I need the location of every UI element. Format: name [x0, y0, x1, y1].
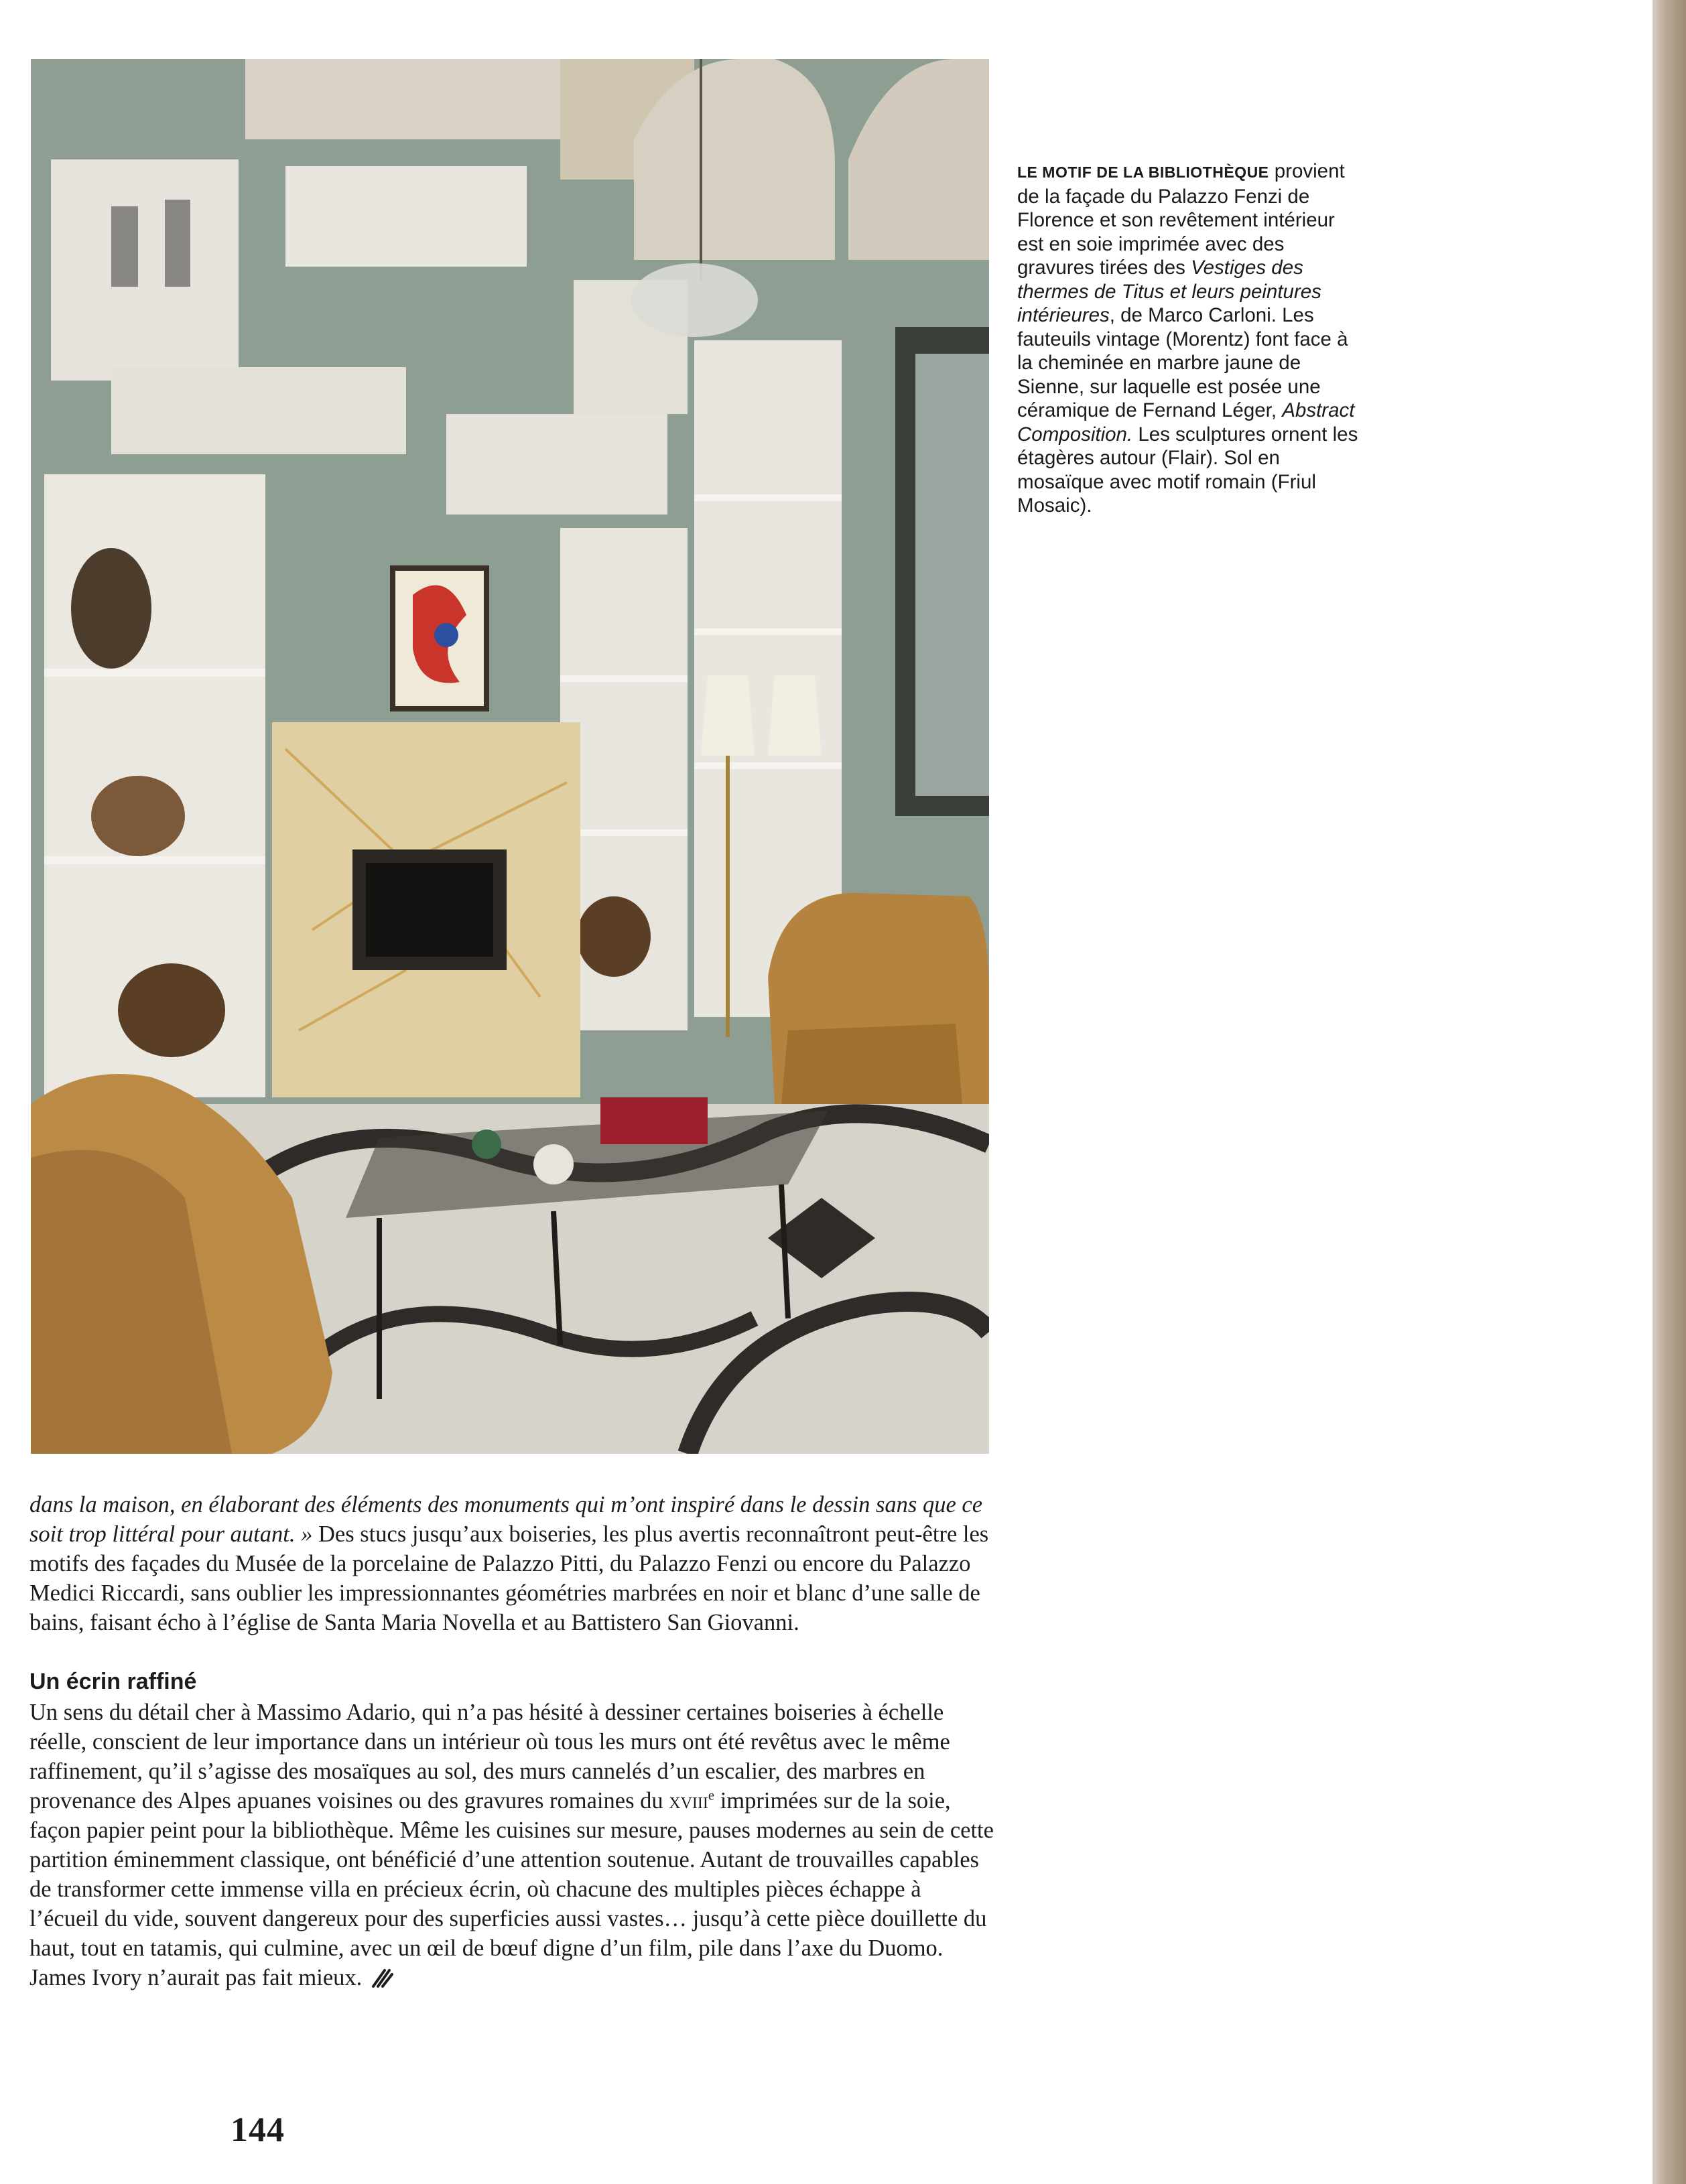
- section-heading: Un écrin raffiné: [29, 1669, 197, 1694]
- paragraph-2-text-b: imprimées sur de la soie, façon papier peint pour la bibliothèque. Même les cuisines sur mesure, pauses modernes au sein de cette partition éminemment classique, ont bénéficié d’une attention soutenue. Autant de trouvailles capables de transformer cette immense villa en précieux écrin, où chacune des multiples pièces échappe à l’écueil du vide, souvent dangereux pour des superficies aussi vastes… jusqu’à cette pièce douillette du haut, tout en tatamis, qui culmine, avec un œil de bœuf digne d’un film, pile dans l’axe du Duomo. James Ivory n’aurait pas fait mieux.: [29, 1788, 994, 1990]
- quote-italic: dans la maison, en élaborant des éléments des monuments qui m’ont inspiré dans le dessin sans que ce soit trop littéral pour autant. »: [29, 1492, 983, 1547]
- paragraph-1: [29, 1490, 994, 1637]
- paragraph-1-text: Des stucs jusqu’aux boiseries, les plus avertis reconnaîtront peut-être les motifs des façades du Musée de la porcelaine de Palazzo Pitti, du Palazzo Fenzi ou encore du Palazzo Medici Riccardi, sans oublier les impressionnantes géométries marbrées en noir et blanc d’une salle de bains, faisant écho à l’église de Santa Maria Novella et au Battistero San Giovanni.: [29, 1521, 989, 1635]
- caption-lead: LE MOTIF DE LA BIBLIOTHÈQUE: [1017, 163, 1269, 181]
- photo-illustration: [31, 59, 989, 1454]
- caption-text-1: provient de la façade du Palazzo Fenzi de Florence et son revêtement intérieur est en soie imprimée avec des gravures tirées des: [1017, 160, 1345, 279]
- paragraph-2: [29, 1698, 994, 1992]
- caption-italic-title: Vestiges des thermes de Titus et leurs peintures intérieures: [1017, 257, 1321, 326]
- century-numeral: xviii: [669, 1788, 708, 1814]
- end-of-article-icon: [371, 1968, 394, 1988]
- adjacent-page-edge: [1652, 0, 1686, 2184]
- caption-text-2: , de Marco Carloni. Les fauteuils vintage (Morentz) font face à la cheminée en marbre jaune de Sienne, sur laquelle est posée une céramique de Fernand Léger,: [1017, 304, 1348, 421]
- page-number: 144: [231, 2111, 285, 2149]
- article-body: [29, 1490, 994, 1992]
- caption-text-3: Les sculptures ornent les étagères autour (Flair). Sol en mosaïque avec motif romain (Friul Mosaic).: [1017, 423, 1358, 517]
- century-superscript: e: [708, 1788, 715, 1803]
- caption-italic-artwork: Abstract Composition.: [1017, 399, 1355, 446]
- photo-caption: [1017, 159, 1366, 518]
- paragraph-2-text-a: Un sens du détail cher à Massimo Adario, qui n’a pas hésité à dessiner certaines boiseries à échelle réelle, conscient de leur importance dans un intérieur où tous les murs ont été revêtus avec le même raffinement, qu’il s’agisse des mosaïques au sol, des murs cannelés d’un escalier, des marbres en provenance des Alpes apuanes voisines ou des gravures romaines du: [29, 1700, 950, 1814]
- room-photograph: [31, 59, 989, 1454]
